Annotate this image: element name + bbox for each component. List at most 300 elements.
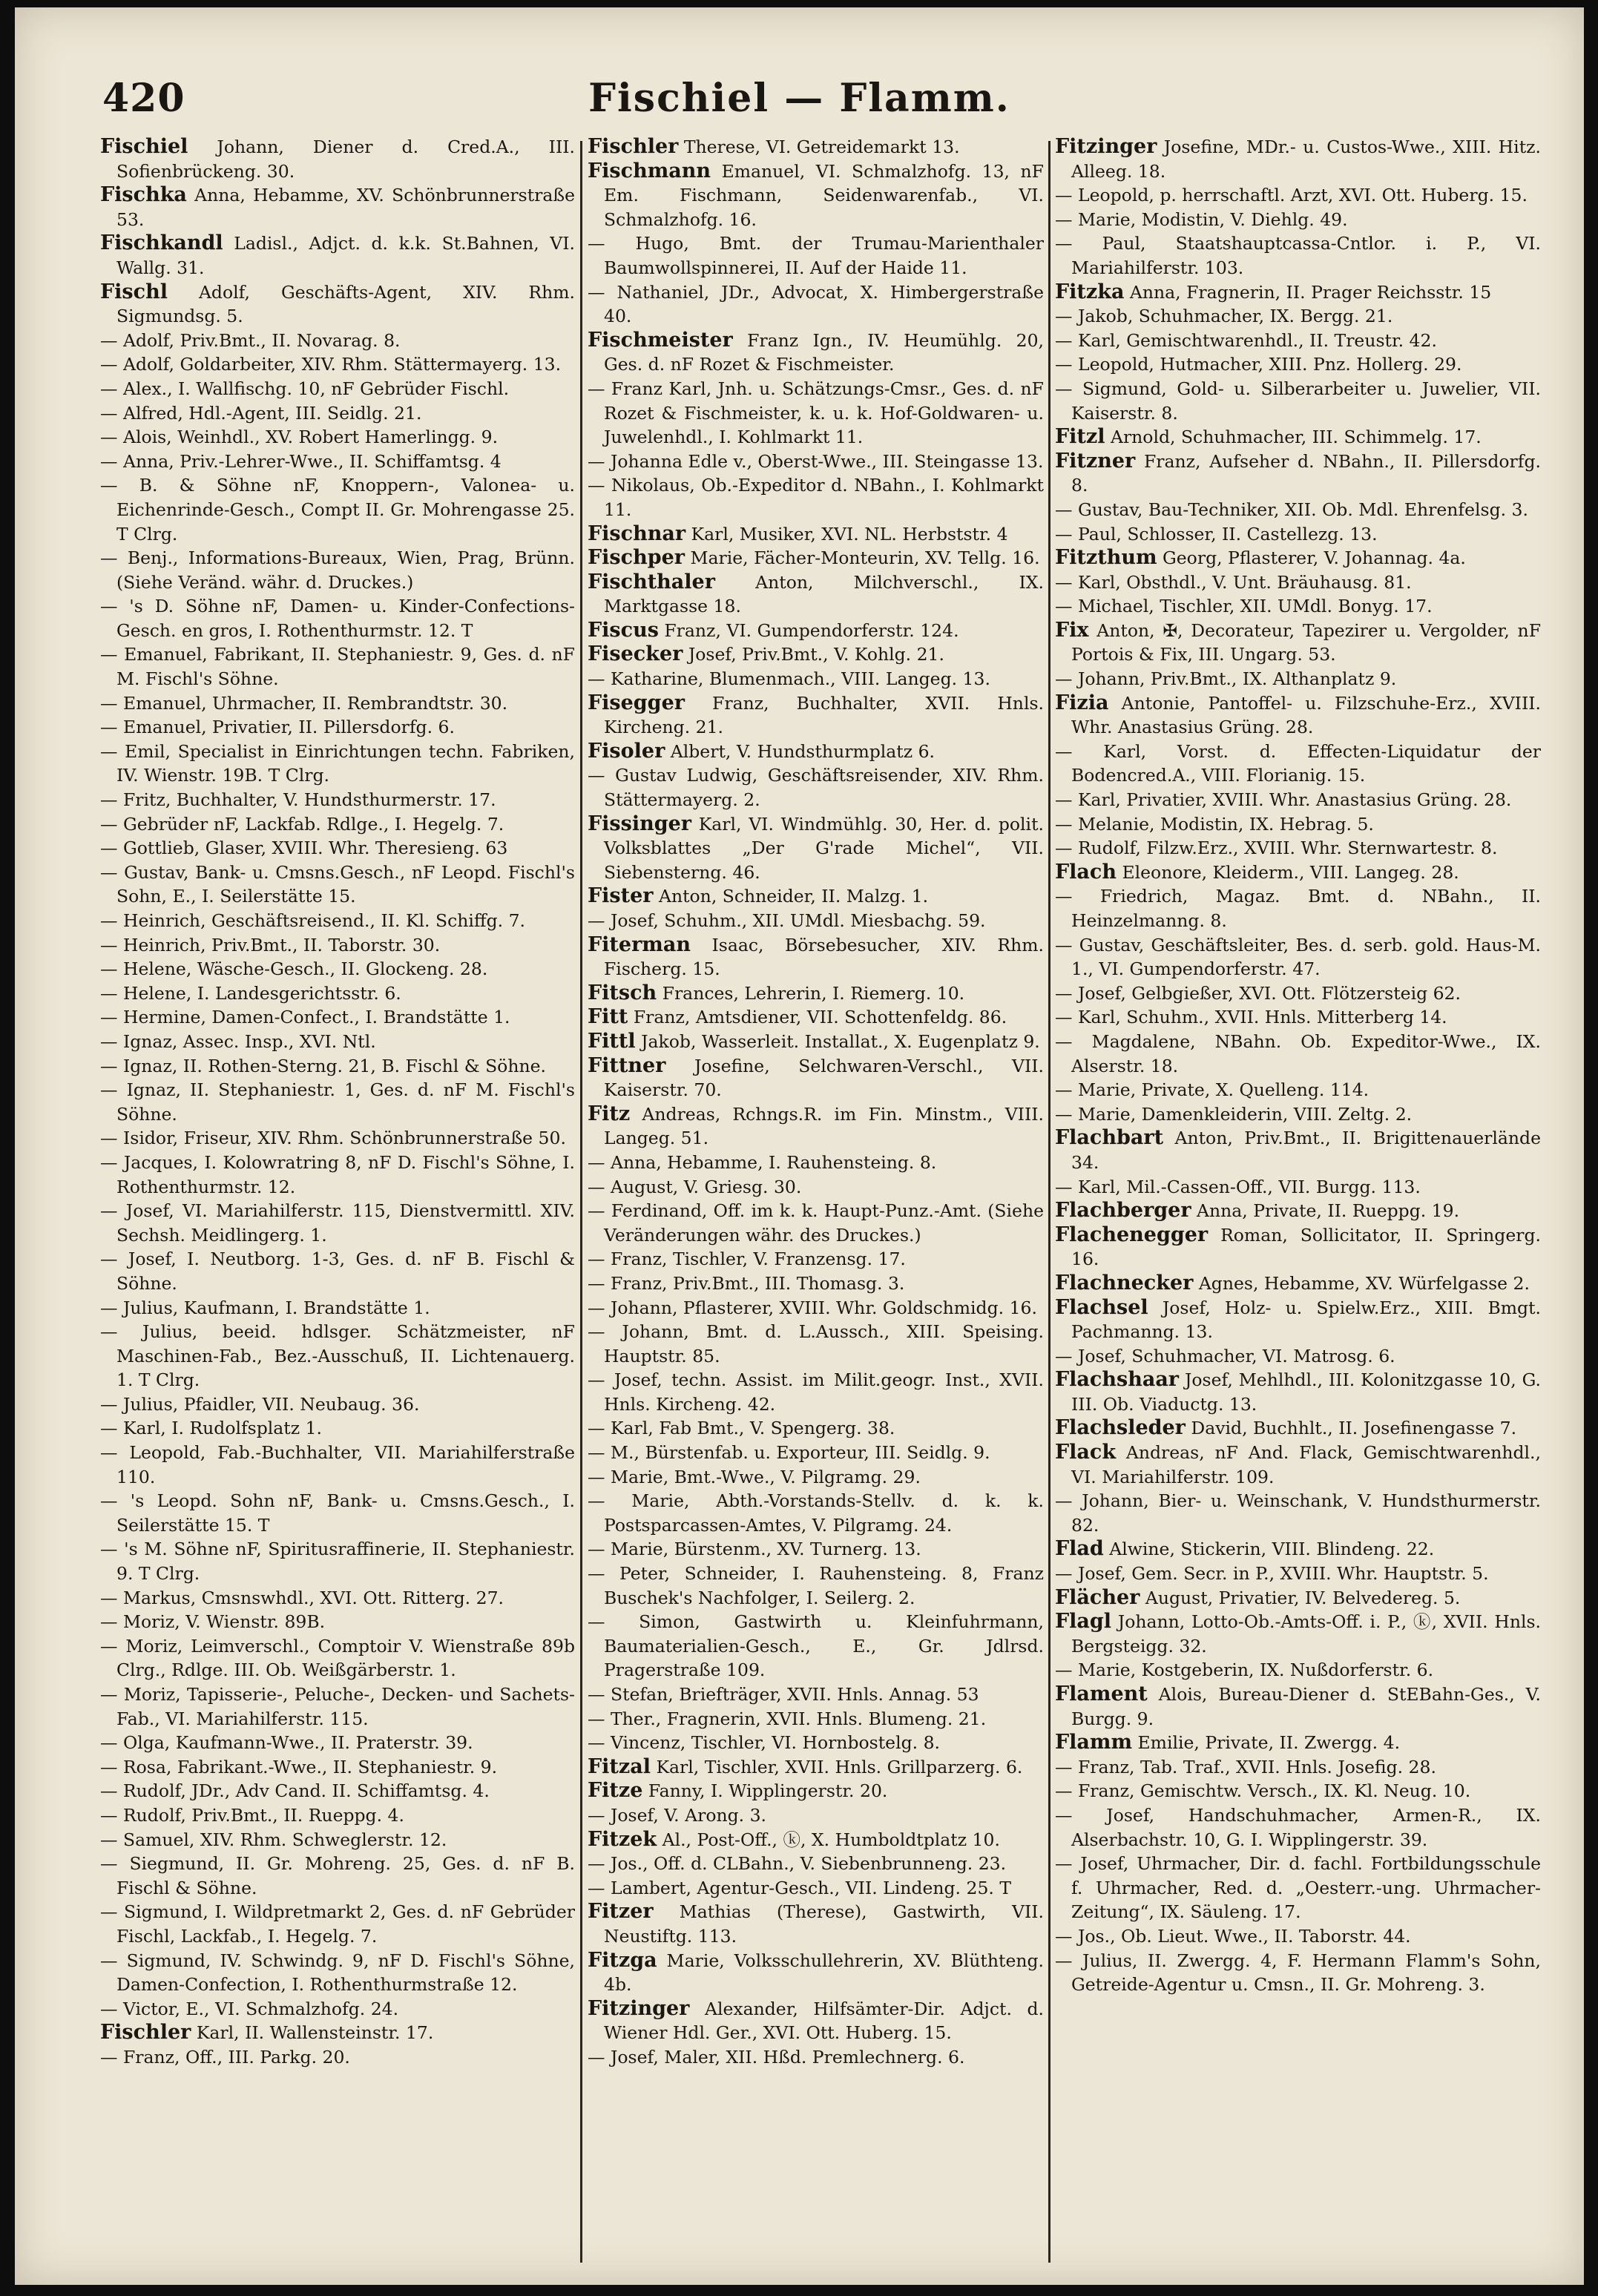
entry-surname: Fischka [100, 183, 187, 207]
entry-text: — Fritz, Buchhalter, V. Hundsthurmerstr. 17. [100, 789, 496, 811]
directory-entry [100, 2045, 575, 2070]
directory-entry [588, 1828, 1044, 1852]
directory-entry [1055, 1441, 1541, 1489]
entry-text: — Lambert, Agentur-Gesch., VII. Lindeng. 25. T [588, 1877, 1012, 1898]
entry-text: — Josef, V. Arong. 3. [588, 1804, 767, 1826]
entry-text: — Ignaz, II. Stephaniestr. 1, Ges. d. nF M. Fischl's Söhne. [100, 1079, 575, 1125]
entry-text: — Karl, Schuhm., XVII. Hnls. Mitterberg 14. [1055, 1007, 1447, 1028]
entry-text: — 's Leopd. Sohn nF, Bank- u. Cmsns.Gesch., I. Seilerstätte 15. T [100, 1490, 575, 1536]
directory-entry [588, 377, 1044, 450]
entry-text: — Franz, Tischler, V. Franzensg. 17. [588, 1249, 906, 1270]
directory-entry [588, 570, 1044, 619]
entry-text: — Johann, Pflasterer, XVIII. Whr. Goldschmidg. 16. [588, 1297, 1037, 1318]
directory-entry [100, 836, 575, 861]
directory-entry [100, 1755, 575, 1780]
directory-entry [1055, 135, 1541, 183]
directory-entry [588, 812, 1044, 885]
entry-text: Franz, Aufseher d. NBahn., II. Pillersdorfg. 8. [1071, 450, 1541, 496]
directory-entry [588, 522, 1044, 547]
directory-entry [100, 1054, 575, 1079]
directory-entry [100, 642, 575, 691]
entry-text: — Alfred, Hdl.-Agent, III. Seidlg. 21. [100, 402, 422, 424]
entry-surname: Fischl [100, 280, 168, 303]
entry-surname: Fitze [588, 1779, 643, 1803]
directory-entry [588, 884, 1044, 909]
entry-surname: Flachenegger [1055, 1223, 1209, 1246]
entry-text: Johann, Lotto-Ob.-Amts-Off. i. P., ⓚ, XVII. Hnls. Bergsteigg. 32. [1071, 1611, 1541, 1657]
entry-text: — Johann, Priv.Bmt., IX. Althanplatz 9. [1055, 668, 1397, 690]
entry-text: — Hermine, Damen-Confect., I. Brandstätte 1. [100, 1007, 510, 1028]
entry-text: — Josef, VI. Mariahilferstr. 115, Dienstvermittl. XIV. Sechsh. Meidlingerg. 1. [100, 1200, 575, 1246]
entry-surname: Flachsleder [1055, 1416, 1186, 1440]
entry-text: Georg, Pflasterer, V. Johannag. 4a. [1157, 547, 1466, 569]
directory-page [15, 7, 1584, 2285]
directory-entry [588, 1441, 1044, 1465]
entry-text: Josef, Holz- u. Spielw.Erz., XIII. Bmgt. Pachmanng. 13. [1071, 1297, 1541, 1343]
entry-text: Fanny, I. Wipplingerstr. 20. [642, 1780, 888, 1802]
entry-text: — Peter, Schneider, I. Rauhensteing. 8, Franz Buschek's Nachfolger, I. Seilerg. 2. [588, 1563, 1044, 1608]
entry-text: — Ignaz, Assec. Insp., XVI. Ntl. [100, 1030, 376, 1052]
directory-entry [588, 1949, 1044, 1997]
entry-surname: Fitz [588, 1102, 631, 1125]
directory-entry [1055, 1803, 1541, 1852]
directory-entry [100, 1537, 575, 1585]
directory-entry [1055, 981, 1541, 1006]
entry-surname: Fischper [588, 546, 685, 570]
directory-entry [588, 1803, 1044, 1828]
directory-entry [588, 740, 1044, 764]
entry-surname: Fitzga [588, 1948, 657, 1972]
entry-text: Jakob, Wasserleit. Installat., X. Eugenplatz 9. [635, 1030, 1040, 1052]
entry-text: Anna, Private, II. Rueppg. 19. [1191, 1200, 1460, 1222]
directory-entry [1055, 1368, 1541, 1416]
page-number: 420 [102, 76, 185, 121]
directory-entry [588, 1682, 1044, 1707]
directory-entry [100, 1852, 575, 1900]
entry-text: — Franz, Off., III. Parkg. 20. [100, 2046, 350, 2068]
entry-text: — Benj., Informations-Bureaux, Wien, Prag, Brünn. (Siehe Veränd. währ. d. Druckes.) [100, 547, 575, 593]
entry-text: — Josef, Schuhm., XII. UMdl. Miesbachg. 59. [588, 910, 986, 931]
entry-surname: Fischmann [588, 159, 711, 182]
entry-text: — Simon, Gastwirth u. Kleinfuhrmann, Baumaterialien-Gesch., E., Gr. Jdlrsd. Pragerstraße 109. [588, 1611, 1044, 1681]
entry-text: — Michael, Tischler, XII. UMdl. Bonyg. 17. [1055, 596, 1433, 617]
directory-entry [100, 1682, 575, 1731]
entry-text: — Jos., Ob. Lieut. Wwe., II. Taborstr. 44. [1055, 1925, 1411, 1947]
entry-text: Anton, Priv.Bmt., II. Brigittenauerlände 34. [1071, 1128, 1541, 1173]
directory-entry [588, 1368, 1044, 1416]
directory-entry [100, 450, 575, 474]
directory-entry [100, 231, 575, 280]
entry-text: — Anna, Priv.-Lehrer-Wwe., II. Schiffamtsg. 4 [100, 450, 502, 472]
entry-text: Emanuel, VI. Schmalzhofg. 13, nF Em. Fischmann, Seidenwarenfab., VI. Schmalzhofg. 16. [604, 160, 1044, 230]
entry-surname: Fiterman [588, 932, 691, 956]
entry-text: Frances, Lehrerin, I. Riemerg. 10. [657, 982, 965, 1004]
directory-entry [100, 691, 575, 716]
entry-text: Alois, Bureau-Diener d. StEBahn-Ges., V. Burgg. 9. [1071, 1684, 1541, 1729]
entry-text: — Josef, Uhrmacher, Dir. d. fachl. Fortbildungsschule f. Uhrmacher, Red. d. „Oesterr.-ung. Uhrmacher-Zeitung“, IX. Säuleng. 17. [1055, 1853, 1541, 1923]
entry-text: — Karl, Obsthdl., V. Unt. Bräuhausg. 81. [1055, 571, 1412, 593]
entry-text: — Emanuel, Uhrmacher, II. Rembrandtstr. 30. [100, 692, 508, 714]
directory-entry [100, 1078, 575, 1126]
directory-entry [1055, 1005, 1541, 1030]
entry-text: — Moriz, Tapisserie-, Peluche-, Decken- und Sachets-Fab., VI. Mariahilferstr. 115. [100, 1684, 575, 1729]
entry-text: — Adolf, Goldarbeiter, XIV. Rhm. Stättermayerg. 13. [100, 354, 562, 375]
entry-surname: Fitzal [588, 1754, 651, 1778]
directory-entry [588, 933, 1044, 981]
directory-entry [100, 352, 575, 377]
directory-entry [588, 1416, 1044, 1441]
entry-text: Andreas, Rchngs.R. im Fin. Minstm., VIII. Langeg. 51. [604, 1103, 1044, 1149]
directory-entry [588, 981, 1044, 1006]
directory-entry [1055, 1586, 1541, 1611]
directory-entry [588, 1562, 1044, 1610]
entry-text: — Isidor, Friseur, XIV. Rhm. Schönbrunnerstraße 50. [100, 1128, 566, 1149]
directory-entry [100, 1949, 575, 1997]
directory-entry [588, 619, 1044, 643]
entry-text: — Rosa, Fabrikant.-Wwe., II. Stephaniestr. 9. [100, 1756, 498, 1777]
entry-text: Karl, VI. Windmühlg. 30, Her. d. polit. Volksblattes „Der G'rade Michel“, VII. Siebensterng. 46. [604, 813, 1044, 883]
entry-text: Arnold, Schuhmacher, III. Schimmelg. 17. [1105, 427, 1482, 448]
entry-text: Franz, Buchhalter, XVII. Hnls. Kircheng. 21. [604, 692, 1044, 738]
directory-entry [588, 1054, 1044, 1102]
entry-text: Josef, Mehlhdl., III. Kolonitzgasse 10, G. III. Ob. Viaductg. 13. [1071, 1369, 1541, 1415]
entry-text: — Franz, Priv.Bmt., III. Thomasg. 3. [588, 1272, 905, 1294]
entry-text: Karl, II. Wallensteinstr. 17. [191, 2022, 434, 2044]
entry-text: — Gebrüder nF, Lackfab. Rdlge., I. Hegelg. 7. [100, 813, 504, 835]
entry-text: Karl, Tischler, XVII. Hnls. Grillparzerg. 6. [650, 1756, 1023, 1777]
entry-surname: Fitzinger [1055, 135, 1157, 158]
directory-entry [588, 280, 1044, 329]
directory-entry [1055, 1682, 1541, 1731]
entry-text: — Johanna Edle v., Oberst-Wwe., III. Steingasse 13. [588, 450, 1044, 472]
entry-text: — Anna, Hebamme, I. Rauhensteing. 8. [588, 1151, 937, 1173]
directory-entry [588, 1852, 1044, 1876]
entry-text: — Josef, I. Neutborg. 1-3, Ges. d. nF B. Fischl & Söhne. [100, 1249, 575, 1294]
entry-text: — Franz Karl, Jnh. u. Schätzungs-Cmsr., Ges. d. nF Rozet & Fischmeister, k. u. k. Hof-Goldwaren- u. Juwelenhdl., I. Kohlmarkt 11. [588, 378, 1044, 448]
entry-text: — August, V. Griesg. 30. [588, 1176, 802, 1197]
entry-text: — Gustav, Bau-Techniker, XII. Ob. Mdl. Ehrenfelsg. 3. [1055, 499, 1528, 520]
entry-text: — Marie, Private, X. Quelleng. 114. [1055, 1079, 1370, 1101]
directory-entry [588, 691, 1044, 740]
directory-entry [588, 642, 1044, 667]
directory-entry [588, 1610, 1044, 1682]
entry-surname: Fizia [1055, 691, 1109, 714]
entry-text: Josef, Priv.Bmt., V. Kohlg. 21. [683, 644, 944, 665]
entry-surname: Flachsel [1055, 1295, 1148, 1319]
directory-entry [100, 1586, 575, 1611]
directory-entry [100, 909, 575, 933]
directory-entry [1055, 280, 1541, 305]
directory-entry [588, 1199, 1044, 1247]
directory-entry [588, 1489, 1044, 1537]
directory-entry [1055, 1296, 1541, 1344]
directory-entry [588, 546, 1044, 570]
directory-entry [1055, 1175, 1541, 1200]
entry-text: Eleonore, Kleiderm., VIII. Langeg. 28. [1117, 861, 1459, 883]
directory-entry [100, 1247, 575, 1295]
directory-entry [100, 1489, 575, 1537]
entry-surname: Fittl [588, 1029, 636, 1053]
entry-text: — Johann, Bier- u. Weinschank, V. Hundsthurmerstr. 82. [1055, 1490, 1541, 1536]
entry-text: — Marie, Bürstenm., XV. Turnerg. 13. [588, 1539, 921, 1560]
entry-text: — Jakob, Schuhmacher, IX. Bergg. 21. [1055, 306, 1393, 327]
column-right [1055, 135, 1541, 2272]
entry-text: — Friedrich, Magaz. Bmt. d. NBahn., II. Heinzelmanng. 8. [1055, 886, 1541, 931]
directory-entry [588, 1272, 1044, 1296]
entry-text: — Karl, Privatier, XVIII. Whr. Anastasius Grüng. 28. [1055, 789, 1512, 811]
entry-text: — Marie, Kostgeberin, IX. Nußdorferstr. 6. [1055, 1659, 1434, 1681]
directory-entry [1055, 691, 1541, 740]
entry-surname: Flachbart [1055, 1126, 1164, 1150]
entry-text: — Vincenz, Tischler, VI. Hornbostelg. 8. [588, 1732, 940, 1754]
entry-surname: Flagl [1055, 1610, 1112, 1634]
entry-text: — Sigmund, I. Wildpretmarkt 2, Ges. d. nF Gebrüder Fischl, Lackfab., I. Hegelg. 7. [100, 1901, 575, 1947]
directory-entry [100, 1416, 575, 1441]
entry-text: — Ther., Fragnerin, XVII. Hnls. Blumeng. 21. [588, 1708, 987, 1729]
directory-entry [1055, 1344, 1541, 1369]
directory-entry [588, 1151, 1044, 1175]
directory-entry [1055, 183, 1541, 208]
entry-text: — Julius, II. Zwergg. 4, F. Hermann Flamm's Sohn, Getreide-Agentur u. Cmsn., II. Gr. Mohreng. 3. [1055, 1950, 1541, 1996]
entry-surname: Fischler [588, 135, 679, 158]
directory-entry [1055, 450, 1541, 498]
entry-text: — Franz, Gemischtw. Versch., IX. Kl. Neug. 10. [1055, 1780, 1471, 1802]
entry-text: — Alois, Weinhdl., XV. Robert Hamerlingg. 9. [100, 427, 499, 448]
entry-surname: Flach [1055, 860, 1117, 884]
entry-surname: Fitt [588, 1005, 628, 1029]
entry-surname: Fischmeister [588, 328, 733, 352]
entry-text: Adolf, Geschäfts-Agent, XIV. Rhm. Sigmundsg. 5. [116, 281, 575, 327]
entry-text: — Sigmund, Gold- u. Silberarbeiter u. Juwelier, VII. Kaiserstr. 8. [1055, 378, 1541, 424]
running-title: Fischiel — Flamm. [588, 76, 1010, 121]
entry-text: — Josef, Handschuhmacher, Armen-R., IX. Alserbachstr. 10, G. I. Wipplingerstr. 39. [1055, 1804, 1541, 1850]
directory-entry [100, 715, 575, 740]
entry-text: — Karl, I. Rudolfsplatz 1. [100, 1418, 323, 1439]
entry-text: Albert, V. Hundsthurmplatz 6. [665, 740, 936, 762]
entry-text: — Karl, Mil.-Cassen-Off., VII. Burgg. 113. [1055, 1176, 1421, 1197]
directory-entry [588, 1876, 1044, 1901]
directory-entry [1055, 498, 1541, 522]
directory-entry [1055, 1126, 1541, 1174]
directory-entry [1055, 352, 1541, 377]
directory-entry [1055, 861, 1541, 885]
entry-text: — Katharine, Blumenmach., VIII. Langeg. 13. [588, 668, 990, 690]
entry-text: Anna, Fragnerin, II. Prager Reichsstr. 15 [1124, 281, 1492, 303]
directory-entry [588, 763, 1044, 812]
entry-text: — Emil, Specialist in Einrichtungen techn. Fabriken, IV. Wienstr. 19B. T Clrg. [100, 740, 575, 786]
entry-text: Therese, VI. Getreidemarkt 13. [678, 136, 960, 157]
directory-entry [1055, 522, 1541, 547]
directory-entry [1055, 812, 1541, 837]
entry-text: — Leopold, Fab.-Buchhalter, VII. Mariahilferstraße 110. [100, 1442, 575, 1487]
entry-surname: Fitzer [588, 1900, 654, 1924]
entry-text: — Jos., Off. d. CLBahn., V. Siebenbrunneng. 23. [588, 1853, 1007, 1875]
entry-text: — Josef, Gem. Secr. in P., XVIII. Whr. Hauptstr. 5. [1055, 1563, 1489, 1585]
entry-text: Karl, Musiker, XVI. NL. Herbststr. 4 [685, 523, 1008, 545]
entry-text: — Julius, Pfaidler, VII. Neubaug. 36. [100, 1393, 420, 1415]
directory-entry [100, 1803, 575, 1828]
directory-entry [1055, 231, 1541, 280]
entry-surname: Flachnecker [1055, 1271, 1194, 1295]
directory-entry [588, 1296, 1044, 1320]
directory-entry [100, 1151, 575, 1199]
directory-entry [100, 329, 575, 353]
entry-surname: Fischler [100, 2021, 191, 2045]
entry-text: — Olga, Kaufmann-Wwe., II. Praterstr. 39. [100, 1732, 473, 1754]
entry-text: — Rudolf, Priv.Bmt., II. Rueppg. 4. [100, 1804, 404, 1826]
entry-surname: Fischnar [588, 522, 686, 545]
entry-text: — Sigmund, IV. Schwindg. 9, nF D. Fischl's Söhne, Damen-Confection, I. Rothenthurmstraße 12. [100, 1950, 575, 1996]
directory-entry [588, 1247, 1044, 1272]
entry-text: — Alex., I. Wallfischg. 10, nF Gebrüder Fischl. [100, 378, 510, 399]
entry-text: — Karl, Vorst. d. Effecten-Liquidatur der Bodencred.A., VIII. Florianig. 15. [1055, 740, 1541, 786]
entry-text: — Markus, Cmsnswhdl., XVI. Ott. Ritterg. 27. [100, 1587, 504, 1608]
entry-text: — 's M. Söhne nF, Spiritusraffinerie, II. Stephaniestr. 9. T Clrg. [100, 1539, 575, 1585]
entry-text: — Melanie, Modistin, IX. Hebrag. 5. [1055, 813, 1374, 835]
entry-text: Andreas, nF And. Flack, Gemischtwarenhdl., VI. Mariahilferstr. 109. [1071, 1442, 1541, 1487]
directory-entry [588, 1755, 1044, 1780]
entry-text: — Gustav Ludwig, Geschäftsreisender, XIV. Rhm. Stättermayerg. 2. [588, 765, 1044, 811]
directory-entry [1055, 1658, 1541, 1682]
entry-text: Alwine, Stickerin, VIII. Blindeng. 22. [1103, 1539, 1435, 1560]
directory-entry [100, 425, 575, 450]
directory-entry [588, 1102, 1044, 1151]
entry-text: — Helene, I. Landesgerichtsstr. 6. [100, 982, 401, 1004]
entry-text: — Rudolf, JDr., Adv Cand. II. Schiffamtsg. 4. [100, 1780, 490, 1802]
entry-text: Josefine, Selchwaren-Verschl., VII. Kaiserstr. 70. [604, 1055, 1044, 1101]
entry-text: — Marie, Damenkleiderin, VIII. Zeltg. 2. [1055, 1103, 1413, 1125]
directory-entry [1055, 1852, 1541, 1924]
directory-entry [100, 1634, 575, 1682]
directory-entry [588, 1997, 1044, 2045]
directory-entry [588, 231, 1044, 280]
entry-text: Franz Ign., IV. Heumühlg. 20, Ges. d. nF Rozet & Fischmeister. [604, 329, 1044, 375]
entry-surname: Fitzner [1055, 449, 1136, 473]
directory-entry [100, 1030, 575, 1054]
entry-text: — Marie, Modistin, V. Diehlg. 49. [1055, 208, 1348, 230]
directory-entry [1055, 425, 1541, 450]
directory-entry [588, 1707, 1044, 1731]
entry-text: — Karl, Fab Bmt., V. Spengerg. 38. [588, 1418, 895, 1439]
directory-entry [1055, 1102, 1541, 1127]
entry-surname: Fischiel [100, 135, 188, 158]
entry-text: Anna, Hebamme, XV. Schönbrunnerstraße 53. [116, 185, 575, 230]
directory-entry [588, 1175, 1044, 1200]
directory-entry [1055, 1537, 1541, 1562]
entry-text: Emilie, Private, II. Zwergg. 4. [1132, 1732, 1401, 1754]
directory-entry [1055, 1272, 1541, 1296]
entry-surname: Fitzthum [1055, 546, 1157, 570]
entry-surname: Fisecker [588, 642, 683, 666]
directory-entry [100, 594, 575, 642]
directory-entry [100, 1900, 575, 1948]
entry-text: — Nathaniel, JDr., Advocat, X. Himbergerstraße 40. [588, 281, 1044, 327]
entry-text: Marie, Fächer-Monteurin, XV. Tellg. 16. [684, 547, 1040, 569]
entry-text: David, Buchhlt., II. Josefinengasse 7. [1185, 1418, 1517, 1439]
entry-text: — Moriz, V. Wienstr. 89B. [100, 1611, 326, 1633]
entry-text: — Jacques, I. Kolowratring 8, nF D. Fischl's Söhne, I. Rothenthurmstr. 12. [100, 1151, 575, 1197]
entry-text: Agnes, Hebamme, XV. Würfelgasse 2. [1193, 1272, 1530, 1294]
entry-text: — Siegmund, II. Gr. Mohreng. 25, Ges. d. nF B. Fischl & Söhne. [100, 1853, 575, 1898]
directory-entry [1055, 884, 1541, 932]
entry-surname: Fittner [588, 1053, 666, 1077]
entry-text: — Josef, Gelbgießer, XVI. Ott. Flötzersteig 62. [1055, 982, 1461, 1004]
directory-entry [100, 861, 575, 909]
directory-entry [100, 1610, 575, 1634]
directory-entry [1055, 594, 1541, 619]
directory-entry [1055, 1731, 1541, 1755]
entry-text: — Rudolf, Filzw.Erz., XVIII. Whr. Sternwartestr. 8. [1055, 838, 1498, 859]
directory-entry [588, 1005, 1044, 1030]
directory-entry [1055, 667, 1541, 691]
directory-entry [588, 1465, 1044, 1490]
directory-entry [100, 1296, 575, 1320]
directory-entry [588, 159, 1044, 232]
entry-text: — Gottlieb, Glaser, XVIII. Whr. Theresieng. 63 [100, 838, 508, 859]
directory-entry [1055, 208, 1541, 232]
directory-entry [588, 135, 1044, 159]
directory-entry [100, 1392, 575, 1417]
entry-surname: Flament [1055, 1682, 1148, 1705]
entry-text: Al., Post-Off., ⓚ, X. Humboldtplatz 10. [657, 1829, 1000, 1850]
entry-text: Antonie, Pantoffel- u. Filzschuhe-Erz., XVIII. Whr. Anastasius Grüng. 28. [1071, 692, 1541, 738]
entry-text: — Marie, Abth.-Vorstands-Stellv. d. k. k. Postsparcassen-Amtes, V. Pilgramg. 24. [588, 1490, 1044, 1536]
directory-entry [1055, 1489, 1541, 1537]
directory-entry [100, 1997, 575, 2022]
entry-text: — Nikolaus, Ob.-Expeditor d. NBahn., I. Kohlmarkt 11. [588, 475, 1044, 520]
entry-text: — Emanuel, Fabrikant, II. Stephaniestr. 9, Ges. d. nF M. Fischl's Söhne. [100, 644, 575, 690]
entry-text: — Stefan, Briefträger, XVII. Hnls. Annag. 53 [588, 1684, 979, 1705]
column-left [100, 135, 575, 2272]
entry-text: Franz, VI. Gumpendorferstr. 124. [658, 619, 959, 641]
entry-text: Anton, Milchverschl., IX. Marktgasse 18. [604, 571, 1044, 617]
directory-entry [1055, 1924, 1541, 1949]
entry-text: — Hugo, Bmt. der Trumau-Marienthaler Baumwollspinnerei, II. Auf der Haide 11. [588, 233, 1044, 278]
directory-entry [1055, 1416, 1541, 1441]
directory-entry [100, 183, 575, 231]
directory-entry [100, 788, 575, 812]
entry-surname: Flachshaar [1055, 1368, 1180, 1392]
page-header [15, 7, 1584, 141]
directory-entry [1055, 836, 1541, 861]
directory-entry [588, 909, 1044, 933]
entry-text: — Moriz, Leimverschl., Comptoir V. Wienstraße 89b Clrg., Rdlge. III. Ob. Weißgärberstr. 1. [100, 1635, 575, 1681]
entry-text: — Franz, Tab. Traf., XVII. Hnls. Josefig. 28. [1055, 1756, 1436, 1777]
entry-text: — Josef, Schuhmacher, VI. Matrosg. 6. [1055, 1345, 1395, 1366]
directory-entry [100, 1199, 575, 1247]
entry-surname: Flächer [1055, 1585, 1140, 1609]
entry-text: — Helene, Wäsche-Gesch., II. Glockeng. 28. [100, 958, 488, 980]
directory-entry [1055, 570, 1541, 595]
entry-text: — Julius, Kaufmann, I. Brandstätte 1. [100, 1297, 430, 1318]
entry-text: — Gustav, Bank- u. Cmsns.Gesch., nF Leopd. Fischl's Sohn, E., I. Seilerstätte 15. [100, 861, 575, 907]
directory-entry [1055, 933, 1541, 981]
entry-text: — Samuel, XIV. Rhm. Schweglerstr. 12. [100, 1829, 447, 1850]
directory-entry [588, 329, 1044, 377]
entry-text: — Adolf, Priv.Bmt., II. Novarag. 8. [100, 329, 401, 351]
entry-text: — M., Bürstenfab. u. Exporteur, III. Seidlg. 9. [588, 1442, 990, 1464]
directory-entry [100, 1828, 575, 1852]
entry-text: — Karl, Gemischtwarenhdl., II. Treustr. 42. [1055, 329, 1437, 351]
entry-text: — Leopold, Hutmacher, XIII. Pnz. Hollerg. 29. [1055, 354, 1462, 375]
entry-surname: Flamm [1055, 1731, 1133, 1754]
directory-entry [588, 450, 1044, 474]
entry-text: Roman, Sollicitator, II. Springerg. 16. [1071, 1224, 1541, 1270]
entry-text: — Ignaz, II. Rothen-Sterng. 21, B. Fischl & Söhne. [100, 1055, 546, 1076]
entry-text: — 's D. Söhne nF, Damen- u. Kinder-Confections-Gesch. en gros, I. Rothenthurmstr. 12. T [100, 596, 575, 641]
directory-entry [1055, 788, 1541, 812]
entry-text: — Heinrich, Priv.Bmt., II. Taborstr. 30. [100, 934, 441, 955]
